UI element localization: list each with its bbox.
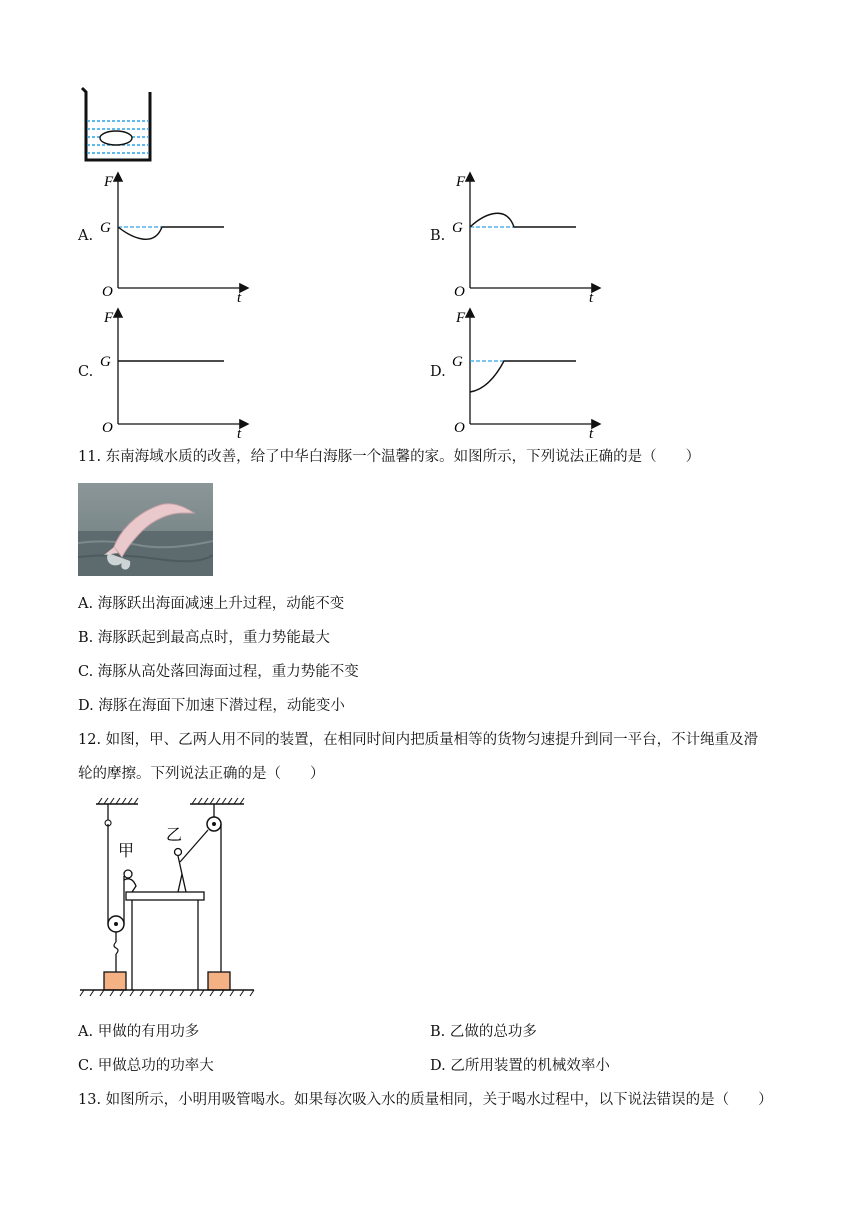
g-label: G: [452, 220, 463, 236]
graph-option-c[interactable]: [92, 304, 252, 440]
beaker-figure: [78, 84, 158, 166]
option-d-letter[interactable]: D.: [430, 364, 446, 380]
dolphin-photo: [78, 483, 213, 576]
q11-option-a[interactable]: A. 海豚跃出海面减速上升过程，动能不变: [78, 596, 345, 612]
g-label: G: [100, 220, 111, 236]
question-12-stem-line1: 12. 如图，甲、乙两人用不同的装置，在相同时间内把质量相等的货物匀速提升到同一平台，不计绳重及滑: [78, 732, 759, 748]
x-axis-label: t: [237, 426, 242, 440]
label-jia: 甲: [118, 843, 135, 860]
crate-left: [104, 972, 126, 990]
q12-option-d[interactable]: D. 乙所用装置的机械效率小: [430, 1058, 610, 1074]
question-12-stem-line2: 轮的摩擦。下列说法正确的是（ ）: [78, 766, 325, 782]
q12-option-a[interactable]: A. 甲做的有用功多: [78, 1024, 200, 1040]
crate-right: [208, 972, 230, 990]
pulley-figure: [78, 796, 256, 1002]
graph-option-b[interactable]: [444, 168, 604, 304]
x-axis-label: t: [237, 290, 242, 304]
g-label: G: [100, 354, 111, 370]
label-yi: 乙: [166, 827, 183, 844]
q12-option-b[interactable]: B. 乙做的总功多: [430, 1024, 537, 1040]
option-b-letter[interactable]: B.: [430, 228, 446, 244]
origin-label: O: [102, 284, 113, 300]
q11-option-b[interactable]: B. 海豚跃起到最高点时，重力势能最大: [78, 630, 330, 646]
x-axis-label: t: [589, 426, 594, 440]
y-axis-label: F: [104, 310, 114, 326]
q11-option-d[interactable]: D. 海豚在海面下加速下潜过程，动能变小: [78, 698, 345, 714]
q12-option-c[interactable]: C. 甲做总功的功率大: [78, 1058, 214, 1074]
origin-label: O: [102, 420, 113, 436]
graph-option-d[interactable]: [444, 304, 604, 440]
question-11-stem: 11. 东南海域水质的改善，给了中华白海豚一个温馨的家。如图所示，下列说法正确的是（ ）: [78, 449, 701, 465]
g-label: G: [452, 354, 463, 370]
option-a-letter[interactable]: A.: [78, 228, 94, 244]
option-c-letter[interactable]: C.: [78, 364, 94, 380]
floating-object: [100, 131, 132, 145]
question-13-stem: 13. 如图所示，小明用吸管喝水。如果每次吸入水的质量相同，关于喝水过程中，以下说法错误的是（ ）: [78, 1092, 773, 1108]
origin-label: O: [454, 284, 465, 300]
graph-option-a[interactable]: [92, 168, 252, 304]
y-axis-label: F: [456, 174, 466, 190]
q11-option-c[interactable]: C. 海豚从高处落回海面过程，重力势能不变: [78, 664, 359, 680]
x-axis-label: t: [589, 290, 594, 304]
origin-label: O: [454, 420, 465, 436]
y-axis-label: F: [456, 310, 466, 326]
y-axis-label: F: [104, 174, 114, 190]
